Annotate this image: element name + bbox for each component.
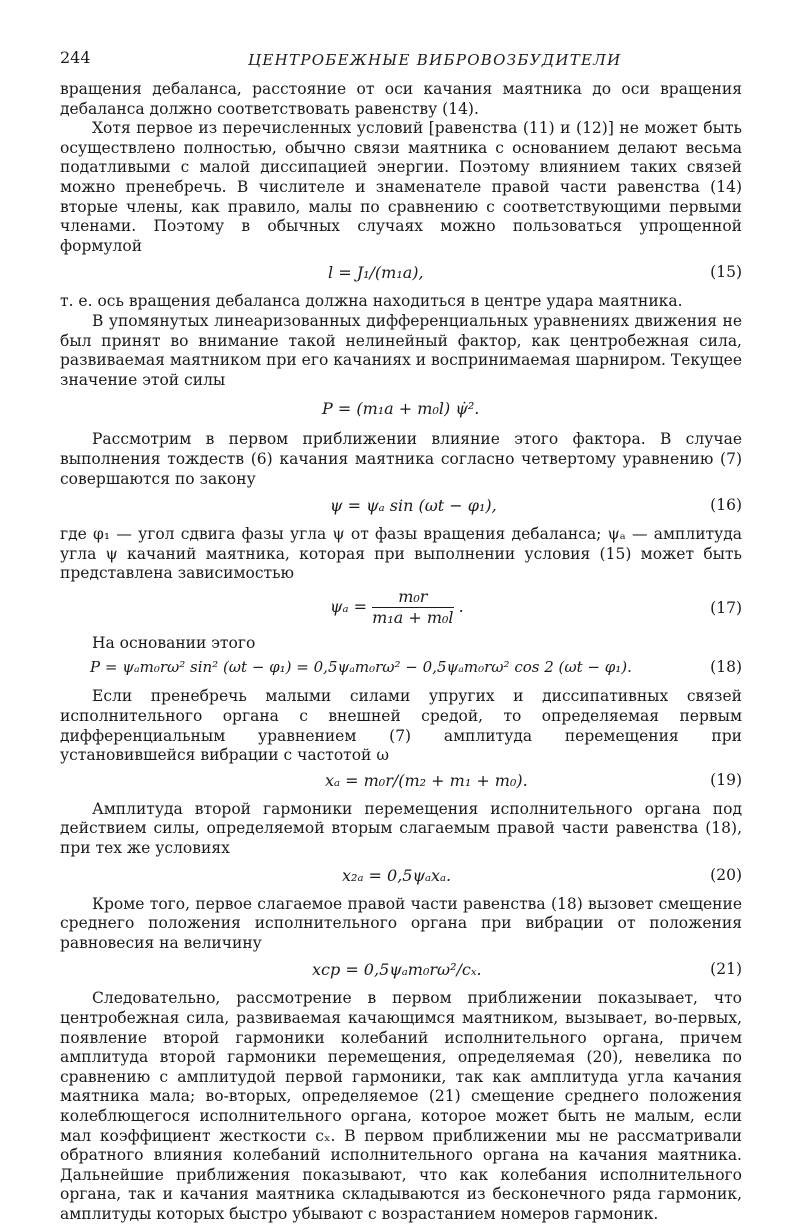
equation-tail: . — [458, 596, 464, 616]
equation-15 — [60, 256, 742, 292]
equation-number: (21) — [710, 960, 742, 979]
equation-20 — [60, 859, 742, 895]
equation-formula: x₂ₐ = 0,5ψₐxₐ. — [342, 865, 452, 885]
equation-formula: xₐ = m₀r/(m₂ + m₁ + m₀). — [325, 770, 528, 790]
equation-21 — [60, 953, 742, 989]
equation-formula: xcp = 0,5ψₐm₀rω²/cₓ. — [312, 960, 482, 980]
equation-number: (18) — [710, 658, 742, 677]
paragraph: Кроме того, первое слагаемое правой части равенства (18) вызовет смещение среднего положения исполнительного органа при вибрации от положения равновесия на величину — [60, 894, 742, 952]
equation-formula: P = ψₐm₀rω² sin² (ωt − φ₁) = 0,5ψₐm₀rω² − 0,5ψₐm₀rω² cos 2 (ωt − φ₁). — [90, 658, 632, 677]
fraction-denominator: m₁a + m₀l — [372, 607, 454, 627]
equation-centrifugal-force — [60, 390, 742, 430]
equation-19 — [60, 766, 742, 800]
paragraph: Если пренебречь малыми силами упругих и диссипативных связей исполнительного органа с внешней средой, то определяемая первым дифференциальным уравнением (7) амплитуда перемещения при установившейся вибрации с частотой ω — [60, 687, 742, 765]
book-page — [60, 40, 742, 1225]
equation-formula: ψ = ψₐ sin (ωt − φ₁), — [330, 496, 497, 516]
equation-formula: l = J₁/(m₁a), — [328, 263, 424, 283]
equation-17 — [60, 584, 742, 634]
page-number: 244 — [60, 48, 91, 67]
paragraph: т. е. ось вращения дебаланса должна находиться в центре удара маятника. — [60, 292, 683, 311]
paragraph: вращения дебаланса, расстояние от оси качания маятника до оси вращения дебаланса должно соответствовать равенству (14). — [60, 80, 742, 118]
equation-formula: P = (m₁a + m₀l) ψ̇². — [322, 399, 480, 419]
paragraph: Хотя первое из перечисленных условий [равенства (11) и (12)] не может быть осуществлено полностью, обычно связи маятника с основанием делают весьма податливыми с малой диссипацией энергии. Поэтому влиянием таких связей можно пренебречь. В числителе и знаменателе правой части равенства (14) вторые члены, как правило, малы по сравнению с соответствующими первыми членами. Поэтому в обычных случаях можно пользоваться упрощенной формулой — [60, 119, 742, 255]
equation-number: (19) — [710, 770, 742, 789]
fraction — [372, 587, 453, 628]
paragraph: где φ₁ — угол сдвига фазы угла ψ от фазы вращения дебаланса; ψₐ — амплитуда угла ψ качаний маятника, которая при выполнении условия (15) может быть представлена зависимостью — [60, 525, 742, 583]
equation-lhs: ψₐ = — [330, 596, 368, 616]
equation-16 — [60, 489, 742, 525]
paragraph: Следовательно, рассмотрение в первом приближении показывает, что центробежная сила, развиваемая качающимся маятником, вызывает, во-первых, появление второй гармоники колебаний исполнительного органа, причем амплитуда второй гармоники перемещения, определяемая (20), невелика по сравнению с амплитудой первой гармоники, так как амплитуда угла качания маятника мала; во-вторых, определяемое (21) смещение среднего положения колеблющегося исполнительного органа, которое может быть не малым, если мал коэффициент жесткости cₓ. В первом приближении мы не рассматривали обратного влияния колебаний исполнительного органа на качания маятника. Дальнейшие приближения показывают, что как колебания исполнительного органа, так и качания маятника складываются из бесконечного ряда гармоник, амплитуды которых быстро убывают с возрастанием номеров гармоник. — [60, 989, 742, 1223]
paragraph: Амплитуда второй гармоники перемещения исполнительного органа под действием силы, определяемой вторым слагаемым правой части равенства (18), при тех же условиях — [60, 799, 742, 858]
fraction-numerator: m₀r — [372, 587, 453, 608]
equation-number: (20) — [710, 865, 742, 884]
equation-18 — [60, 653, 742, 687]
page-header — [60, 40, 742, 80]
paragraph: Рассмотрим в первом приближении влияние этого фактора. В случае выполнения тождеств (6) качания маятника согласно четвертому уравнению (7) совершаются по закону — [60, 430, 742, 488]
running-title: ЦЕНТРОБЕЖНЫЕ ВИБРОВОЗБУДИТЕЛИ — [248, 51, 622, 69]
paragraph: В упомянутых линеаризованных дифференциальных уравнениях движения не был принят во внимание такой нелинейный фактор, как центробежная сила, развиваемая маятником при его качаниях и воспринимаемая шарниром. Текущее значение этой силы — [60, 311, 742, 389]
paragraph: На основании этого — [92, 633, 256, 652]
equation-number: (16) — [710, 496, 742, 515]
equation-number: (15) — [710, 263, 742, 282]
equation-number: (17) — [710, 598, 742, 617]
